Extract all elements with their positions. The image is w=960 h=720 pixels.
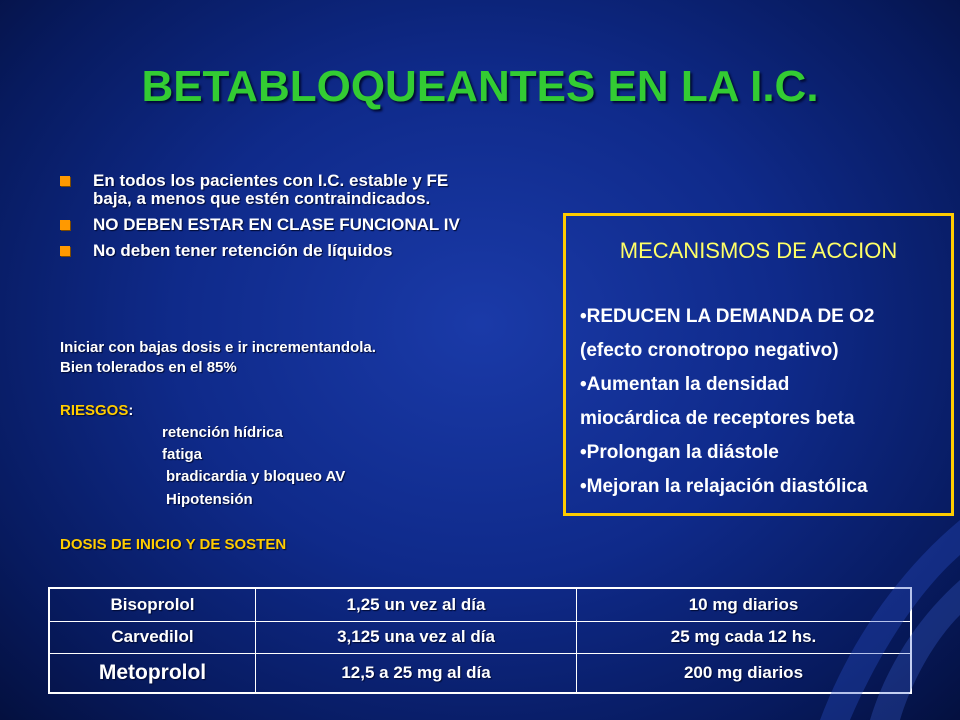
drug-cell: Carvedilol [49,621,256,653]
risks-colon: : [128,402,134,419]
bullet-text: En todos los pacientes con I.C. estable y FE baja, a menos que estén contraindicados. [93,171,449,208]
drug-cell: Metoprolol [49,654,256,693]
risk-item: retención hídrica [162,424,283,441]
drug-cell: Bisoprolol [49,588,256,621]
risk-item: bradicardia y bloqueo AV [166,468,346,485]
mechanism-line: •Aumentan la densidad [580,374,790,395]
risks-title: RIESGOS [60,402,129,419]
mechanism-line: •REDUCEN LA DEMANDA DE O2 [580,306,875,327]
bullet-list [60,172,490,268]
target-dose-cell: 25 mg cada 12 hs. [577,621,912,653]
start-dose-cell: 1,25 un vez al día [256,588,577,621]
risk-item: fatiga [162,446,203,463]
bullet-text: No deben tener retención de líquidos [93,241,393,260]
notes-block [60,338,376,378]
risk-item: Hipotensión [166,491,253,508]
note-text: Iniciar con bajas dosis e ir incrementandola. [60,339,376,356]
bullet-item [60,242,490,260]
bullet-item [60,216,490,234]
risks-heading [60,402,133,419]
start-dose-cell: 3,125 una vez al día [256,621,577,653]
square-bullet-icon [60,246,70,256]
note-text: Bien tolerados en el 85% [60,359,237,376]
mechanism-line: (efecto cronotropo negativo) [580,340,839,361]
square-bullet-icon [60,176,70,186]
dosis-heading: DOSIS DE INICIO Y DE SOSTEN [60,536,287,553]
mechanism-line: •Mejoran la relajación diastólica [580,476,868,497]
decorative-swoosh [700,460,960,720]
slide-title: BETABLOQUEANTES EN LA I.C. [141,62,819,111]
square-bullet-icon [60,220,70,230]
start-dose-cell: 12,5 a 25 mg al día [256,654,577,693]
bullet-text: NO DEBEN ESTAR EN CLASE FUNCIONAL IV [93,215,460,234]
mechanism-line: •Prolongan la diástole [580,442,779,463]
mechanisms-title: MECANISMOS DE ACCION [619,238,898,263]
mechanism-line: miocárdica de receptores beta [580,408,855,429]
target-dose-cell: 10 mg diarios [577,588,912,621]
bullet-item [60,172,490,208]
target-dose-cell: 200 mg diarios [577,654,912,693]
